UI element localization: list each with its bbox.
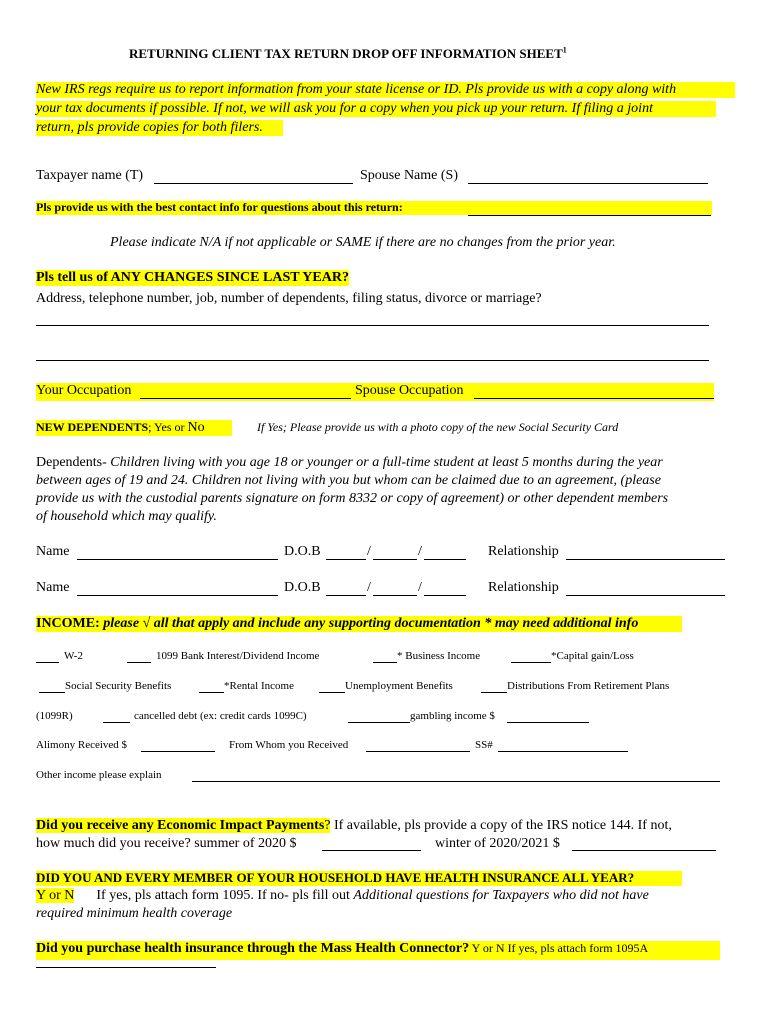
- dependents-text-3: provide us with the custodial parents signature on form 8332 or copy of agreement) or other dependent members: [36, 491, 669, 506]
- social-security-label: Social Security Benefits: [65, 680, 172, 692]
- gambling-label: gambling income $: [410, 710, 495, 722]
- page-title: RETURNING CLIENT TAX RETURN DROP OFF INFORMATION SHEET$^1$: [129, 45, 567, 61]
- dependent-1-name-field[interactable]: [77, 559, 278, 560]
- w2-label: W-2: [64, 650, 83, 662]
- changes-subtext: Address, telephone number, job, number of dependents, filing status, divorce or marriage?: [36, 291, 542, 306]
- capital-label: *Capital gain/Loss: [551, 650, 634, 662]
- health-insurance-heading: DID YOU AND EVERY MEMBER OF YOUR HOUSEHOLD HAVE HEALTH INSURANCE ALL YEAR?: [36, 871, 682, 886]
- changes-line-1[interactable]: [36, 325, 709, 326]
- dependent-2-relationship-field[interactable]: [566, 595, 725, 596]
- spouse-name-field[interactable]: [468, 183, 708, 184]
- health-insurance-line-2: required minimum health coverage: [36, 906, 233, 921]
- dependent-1-name-label: Name: [36, 544, 70, 559]
- connector-line: [36, 941, 648, 957]
- connector-yn[interactable]: Y or N If yes, pls attach form 1095A: [469, 941, 649, 955]
- other-income-field[interactable]: [192, 781, 720, 782]
- ssn-label: SS#: [475, 739, 493, 751]
- irs-notice-line-2: your tax documents if possible. If not, we will ask you for a copy when you pick up your return. If filing a joint: [36, 101, 716, 117]
- irs-notice-line-3: return, pls provide copies for both filers.: [36, 120, 283, 136]
- dependent-1-dob-day[interactable]: [373, 559, 417, 560]
- changes-line-2[interactable]: [36, 360, 709, 361]
- dependent-2-relationship-label: Relationship: [488, 580, 559, 595]
- dependents-lead: Dependents-: [36, 455, 111, 470]
- dependent-2-dob-label: D.O.B: [284, 580, 321, 595]
- cancelled-debt-check[interactable]: [103, 722, 130, 723]
- business-label: * Business Income: [397, 650, 481, 662]
- retirement-label: Distributions From Retirement Plans: [507, 680, 670, 692]
- new-dependents-label: NEW DEPENDENTS: [36, 420, 149, 434]
- form-1099r-label: (1099R): [36, 710, 73, 722]
- dependent-1-dob-label: D.O.B: [284, 544, 321, 559]
- unemployment-label: Unemployment Benefits: [345, 680, 453, 692]
- dependent-2-dob-year[interactable]: [424, 595, 466, 596]
- dob-slash: /: [367, 544, 371, 559]
- dob-slash: /: [418, 580, 422, 595]
- new-dependents-yes[interactable]: ; Yes or: [148, 420, 188, 434]
- rental-check[interactable]: [199, 692, 224, 693]
- ssn-field[interactable]: [498, 751, 628, 752]
- dependent-1-relationship-label: Relationship: [488, 544, 559, 559]
- dependent-2-dob-month[interactable]: [326, 595, 366, 596]
- eip-winter-label: winter of 2020/2021 $: [435, 836, 560, 851]
- eip-summer-field[interactable]: [322, 850, 421, 851]
- rental-label: *Rental Income: [224, 680, 294, 692]
- dob-slash: /: [367, 580, 371, 595]
- contact-info-field[interactable]: [468, 215, 711, 216]
- spouse-occupation-field[interactable]: [474, 398, 714, 399]
- na-note: Please indicate N/A if not applicable or SAME if there are no changes from the prior year.: [110, 235, 616, 250]
- changes-heading: Pls tell us of ANY CHANGES SINCE LAST YEAR?: [36, 270, 349, 285]
- new-dependents-row: [36, 420, 232, 436]
- connector-heading: Did you purchase health insurance through the Mass Health Connector?: [36, 941, 470, 956]
- interest-label: 1099 Bank Interest/Dividend Income: [156, 650, 320, 662]
- connector-field[interactable]: [36, 967, 216, 968]
- social-security-check[interactable]: [39, 692, 65, 693]
- from-whom-field[interactable]: [366, 751, 470, 752]
- health-insurance-line: Y or N If yes, pls attach form 1095. If no- pls fill out Additional questions for Taxpayers who did not have: [36, 888, 649, 903]
- alimony-label: Alimony Received $: [36, 739, 128, 751]
- health-insurance-yn[interactable]: Y or N: [36, 888, 75, 903]
- taxpayer-name-field[interactable]: [154, 183, 353, 184]
- unemployment-check[interactable]: [319, 692, 345, 693]
- other-income-label: Other income please explain: [36, 769, 162, 781]
- spouse-name-label: Spouse Name (S): [360, 168, 458, 183]
- eip-line-2: how much did you receive? summer of 2020 $: [36, 836, 297, 851]
- your-occupation-label: Your Occupation: [36, 383, 132, 398]
- gambling-check[interactable]: [348, 722, 410, 723]
- retirement-check[interactable]: [481, 692, 507, 693]
- dependent-1-dob-month[interactable]: [326, 559, 366, 560]
- dependent-2-name-label: Name: [36, 580, 70, 595]
- irs-notice-line-1: New IRS regs require us to report information from your state license or ID. Pls provide us with a copy along with: [36, 82, 735, 98]
- spouse-occupation-label: Spouse Occupation: [355, 383, 464, 398]
- eip-winter-field[interactable]: [572, 850, 716, 851]
- cancelled-debt-label: cancelled debt (ex: credit cards 1099C): [134, 710, 307, 722]
- dependent-2-dob-day[interactable]: [373, 595, 417, 596]
- w2-check[interactable]: [36, 662, 59, 663]
- dob-slash: /: [418, 544, 422, 559]
- from-whom-label: From Whom you Received: [229, 739, 349, 751]
- dependents-text-4: of household which may qualify.: [36, 509, 217, 524]
- capital-check[interactable]: [511, 662, 551, 663]
- dependent-1-relationship-field[interactable]: [566, 559, 725, 560]
- alimony-amount-field[interactable]: [141, 751, 215, 752]
- business-check[interactable]: [373, 662, 397, 663]
- interest-check[interactable]: [127, 662, 151, 663]
- new-dependents-note: If Yes; Please provide us with a photo copy of the new Social Security Card: [257, 420, 619, 434]
- gambling-amount-field[interactable]: [507, 722, 589, 723]
- new-dependents-no[interactable]: No: [187, 420, 205, 435]
- taxpayer-name-label: Taxpayer name (T): [36, 168, 144, 183]
- contact-info-label: Pls provide us with the best contact info for questions about this return:: [36, 201, 712, 215]
- dependents-text-1: Children living with you age 18 or younger or a full-time student at least 5 months during the year: [110, 455, 663, 470]
- dependents-paragraph: [36, 455, 663, 471]
- eip-heading: Did you receive any Economic Impact Payments: [36, 818, 325, 833]
- your-occupation-field[interactable]: [140, 398, 351, 399]
- dependent-2-name-field[interactable]: [77, 595, 278, 596]
- income-heading: INCOME: please √ all that apply and include any supporting documentation * may need additional info: [36, 616, 682, 632]
- eip-line-1: Did you receive any Economic Impact Payments? If available, pls provide a copy of the IRS notice 144. If not,: [36, 818, 672, 833]
- dependent-1-dob-year[interactable]: [424, 559, 466, 560]
- dependents-text-2: between ages of 19 and 24. Children not living with you but whom can be claimed due to an agreement, (please: [36, 473, 661, 488]
